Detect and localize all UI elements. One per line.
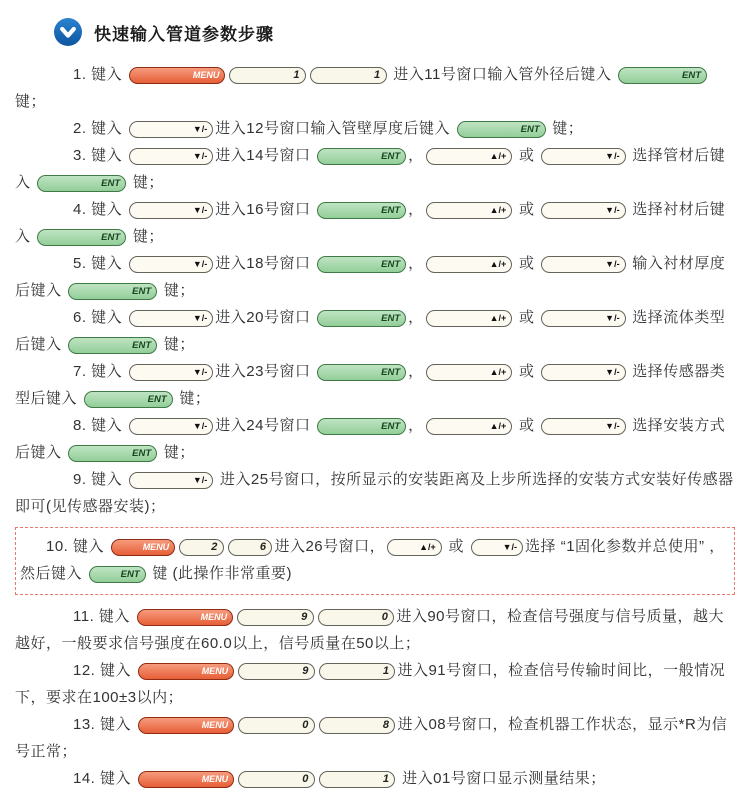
up-key: ▲/+ — [387, 539, 442, 556]
step-13 — [15, 711, 735, 765]
up-key: ▲/+ — [426, 202, 513, 219]
step-text: 键； — [547, 120, 584, 137]
menu-key: MENU — [129, 67, 226, 84]
step-text: ， — [408, 147, 424, 164]
down-key: ▼/- — [129, 472, 213, 489]
step-text: 进入11号窗口输入管外径后键入 — [388, 66, 617, 83]
step-text: 键； — [128, 174, 164, 191]
step-text: 3. 键入 — [73, 147, 127, 164]
down-key: ▼/- — [129, 202, 213, 219]
step-4 — [15, 196, 735, 250]
step-6 — [15, 304, 735, 358]
digit-key: 2 — [179, 539, 224, 556]
ent-key: ENT — [317, 256, 406, 273]
digit-key: 0 — [318, 609, 395, 626]
step-text: 进入20号窗口 — [215, 309, 316, 326]
ent-key: ENT — [84, 391, 173, 408]
ent-key: ENT — [317, 364, 406, 381]
down-key: ▼/- — [541, 202, 625, 219]
step-text: 或 — [514, 147, 540, 164]
step-12 — [15, 657, 735, 711]
down-key: ▼/- — [471, 539, 523, 556]
digit-key: 1 — [319, 771, 396, 788]
step-text: 进入25号窗口，按所显示的安装距离及上步所选择的安装方式安装好传感器即可(见传感器安装)； — [15, 471, 734, 515]
steps-list — [0, 55, 750, 792]
step-1 — [15, 61, 735, 115]
step-text: 进入14号窗口 — [215, 147, 316, 164]
step-7 — [15, 358, 735, 412]
ent-key: ENT — [68, 337, 157, 354]
down-key: ▼/- — [129, 256, 213, 273]
down-key: ▼/- — [541, 418, 625, 435]
step-text: 或 — [514, 417, 540, 434]
down-key: ▼/- — [129, 418, 213, 435]
up-key: ▲/+ — [426, 148, 513, 165]
chevron-down-circle-icon[interactable] — [53, 17, 83, 47]
step-text: 进入01号窗口显示测量结果； — [397, 770, 606, 787]
step-text: 6. 键入 — [73, 309, 127, 326]
step-text: 进入91号窗口，检查信号传输时间比，一般情况下，要求在100±3以内； — [15, 662, 726, 706]
down-key: ▼/- — [541, 310, 625, 327]
down-key: ▼/- — [541, 256, 625, 273]
step-11 — [15, 603, 735, 657]
step-5 — [15, 250, 735, 304]
step-text: 4. 键入 — [73, 201, 127, 218]
up-key: ▲/+ — [426, 418, 513, 435]
step-text: 选择衬材后键入 — [15, 201, 726, 245]
step-text: 2. 键入 — [73, 120, 127, 137]
down-key: ▼/- — [129, 310, 213, 327]
step-2 — [15, 115, 735, 142]
step-text: 进入18号窗口 — [215, 255, 316, 272]
step-text: 进入12号窗口输入管壁厚度后键入 — [215, 120, 455, 137]
ent-key: ENT — [68, 283, 157, 300]
digit-key: 1 — [310, 67, 387, 84]
menu-key: MENU — [138, 717, 235, 734]
up-key: ▲/+ — [426, 364, 513, 381]
step-text: 或 — [514, 363, 540, 380]
down-key: ▼/- — [541, 148, 625, 165]
down-key: ▼/- — [129, 121, 213, 138]
step-text: ， — [408, 201, 424, 218]
digit-key: 1 — [229, 67, 306, 84]
step-text: 或 — [514, 309, 540, 326]
ent-key: ENT — [317, 148, 406, 165]
page-title: 快速输入管道参数步骤 — [94, 24, 274, 44]
step-text: 键； — [159, 282, 195, 299]
step-9 — [15, 466, 735, 520]
step-text: 键； — [128, 228, 164, 245]
step-text: 7. 键入 — [73, 363, 127, 380]
step-text: 键 (此操作非常重要) — [147, 565, 292, 582]
step-text: 选择安装方式后键入 — [15, 417, 726, 461]
menu-key: MENU — [111, 539, 176, 556]
step-8 — [15, 412, 735, 466]
ent-key: ENT — [457, 121, 546, 138]
step-text: ， — [408, 309, 424, 326]
down-key: ▼/- — [129, 148, 213, 165]
ent-key: ENT — [89, 566, 146, 583]
step-text: ， — [408, 255, 424, 272]
step-text: 选择传感器类型后键入 — [15, 363, 726, 407]
ent-key: ENT — [618, 67, 707, 84]
step-text: 10. 键入 — [46, 538, 109, 555]
step-text: 11. 键入 — [73, 608, 135, 625]
step-text: ， — [408, 363, 424, 380]
step-text: 或 — [514, 201, 540, 218]
ent-key: ENT — [317, 202, 406, 219]
step-text: 进入24号窗口 — [215, 417, 316, 434]
section-header[interactable] — [0, 0, 750, 55]
step-text: 选择 “1固化参数并总使用” ，然后键入 — [20, 538, 725, 582]
step-text: 选择管材后键入 — [15, 147, 726, 191]
step-text: 或 — [443, 538, 469, 555]
down-key: ▼/- — [541, 364, 625, 381]
ent-key: ENT — [317, 310, 406, 327]
step-text: 或 — [514, 255, 540, 272]
step-14 — [15, 765, 735, 792]
step-text: 键； — [174, 390, 211, 407]
down-key: ▼/- — [129, 364, 213, 381]
step-text: ， — [408, 417, 424, 434]
step-text: 8. 键入 — [73, 417, 127, 434]
step-text: 选择流体类型后键入 — [15, 309, 726, 353]
important-step-box — [15, 527, 735, 595]
digit-key: 0 — [238, 717, 315, 734]
digit-key: 9 — [238, 663, 315, 680]
step-text: 9. 键入 — [73, 471, 127, 488]
step-text: 进入26号窗口， — [274, 538, 386, 555]
ent-key: ENT — [68, 445, 157, 462]
step-text: 进入08号窗口，检查机器工作状态，显示*R为信号正常； — [15, 716, 728, 760]
digit-key: 1 — [319, 663, 396, 680]
step-text: 进入16号窗口 — [215, 201, 316, 218]
digit-key: 6 — [228, 539, 273, 556]
step-3 — [15, 142, 735, 196]
step-text: 5. 键入 — [73, 255, 127, 272]
menu-key: MENU — [138, 663, 235, 680]
menu-key: MENU — [137, 609, 234, 626]
step-text: 13. 键入 — [73, 716, 136, 733]
step-text: 12. 键入 — [73, 662, 136, 679]
digit-key: 0 — [238, 771, 315, 788]
step-text: 进入23号窗口 — [215, 363, 316, 380]
step-text: 1. 键入 — [73, 66, 127, 83]
up-key: ▲/+ — [426, 310, 513, 327]
menu-key: MENU — [138, 771, 235, 788]
step-text: 进入90号窗口，检查信号强度与信号质量，越大越好，一般要求信号强度在60.0以上，信号质量在50以上； — [15, 608, 725, 652]
ent-key: ENT — [317, 418, 406, 435]
up-key: ▲/+ — [426, 256, 513, 273]
step-text: 键； — [159, 336, 195, 353]
digit-key: 8 — [319, 717, 396, 734]
ent-key: ENT — [37, 229, 126, 246]
step-text: 输入衬材厚度后键入 — [15, 255, 726, 299]
step-text: 键； — [159, 444, 195, 461]
ent-key: ENT — [37, 175, 126, 192]
step-text: 14. 键入 — [73, 770, 136, 787]
step-text: 键； — [15, 93, 47, 110]
digit-key: 9 — [237, 609, 314, 626]
